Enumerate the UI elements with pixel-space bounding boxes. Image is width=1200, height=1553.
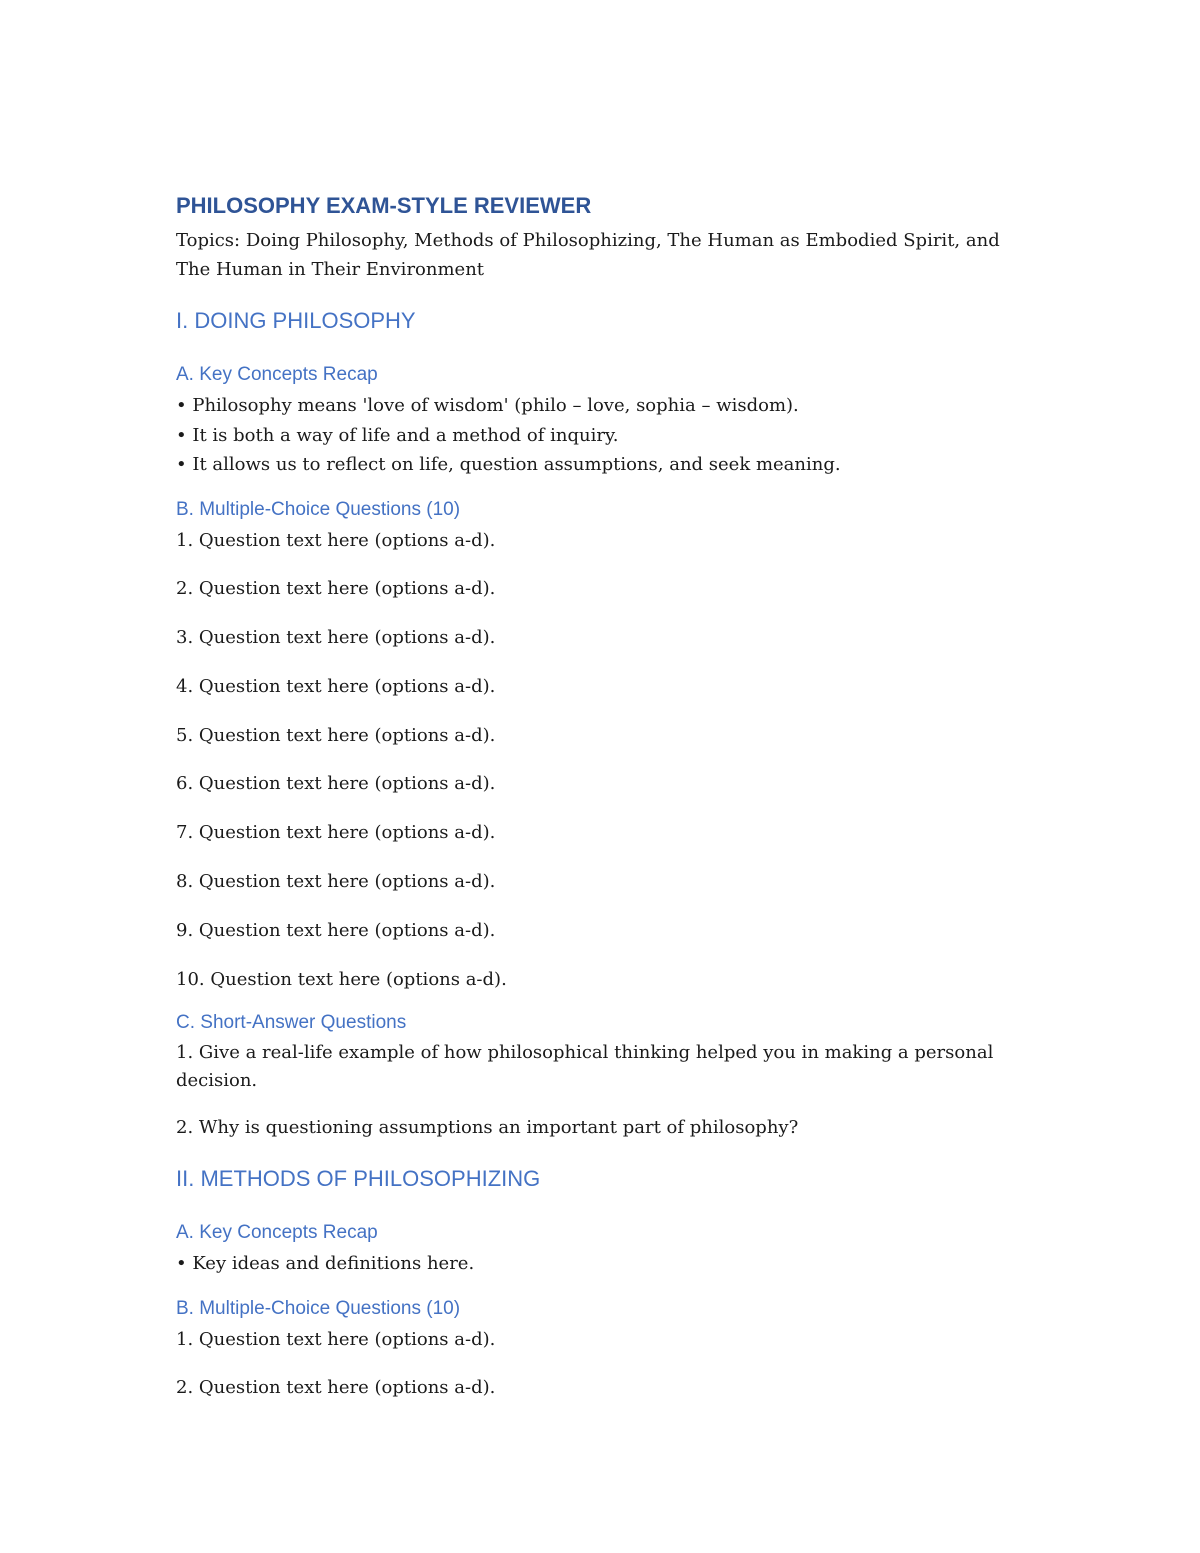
question-item: 1. Give a real-life example of how philosophical thinking helped you in making a personal decision.: [176, 1042, 994, 1092]
question-item: 7. Question text here (options a-d).: [176, 822, 496, 844]
list-item: • It is both a way of life and a method of inquiry.: [176, 424, 619, 446]
question-item: 6. Question text here (options a-d).: [176, 773, 496, 795]
question-item: 2. Question text here (options a-d).: [176, 578, 496, 600]
subheading-key-concepts: A. Key Concepts Recap: [176, 1222, 378, 1244]
question-item: 5. Question text here (options a-d).: [176, 724, 496, 746]
list-item: • It allows us to reflect on life, question assumptions, and seek meaning.: [176, 454, 841, 475]
subheading-key-concepts: A. Key Concepts Recap: [176, 364, 378, 385]
question-item: 10. Question text here (options a-d).: [176, 968, 507, 990]
subheading-short-answer: C. Short-Answer Questions: [176, 1012, 407, 1034]
question-item: 4. Question text here (options a-d).: [176, 675, 496, 697]
key-concepts-list: [176, 1249, 1026, 1279]
multiple-choice-list: [176, 526, 1026, 995]
question-item: 2. Why is questioning assumptions an important part of philosophy?: [176, 1117, 799, 1139]
document-subtitle: Topics: Doing Philosophy, Methods of Philosophizing, The Human as Embodied Spirit, and The Human in Their Environment: [176, 230, 1000, 280]
list-item: • Key ideas and definitions here.: [176, 1253, 475, 1275]
multiple-choice-list: [176, 1325, 1026, 1403]
section-heading-doing-philosophy: I. DOING PHILOSOPHY: [176, 308, 416, 333]
document-title: PHILOSOPHY EXAM-STYLE REVIEWER: [176, 193, 592, 218]
question-item: 8. Question text here (options a-d).: [176, 871, 496, 893]
subheading-multiple-choice: B. Multiple-Choice Questions (10): [176, 1297, 461, 1319]
question-item: 9. Question text here (options a-d).: [176, 919, 496, 941]
document-body: [176, 192, 1026, 1422]
question-item: 1. Question text here (options a-d).: [176, 1328, 496, 1350]
question-item: 2. Question text here (options a-d).: [176, 1377, 496, 1399]
short-answer-list: [176, 1039, 1026, 1142]
question-item: 1. Question text here (options a-d).: [176, 529, 496, 551]
key-concepts-list: [176, 391, 1026, 480]
subheading-multiple-choice: B. Multiple-Choice Questions (10): [176, 498, 461, 520]
section-heading-methods: II. METHODS OF PHILOSOPHIZING: [176, 1166, 541, 1192]
list-item: • Philosophy means 'love of wisdom' (philo – love, sophia – wisdom).: [176, 395, 799, 416]
question-item: 3. Question text here (options a-d).: [176, 627, 496, 649]
